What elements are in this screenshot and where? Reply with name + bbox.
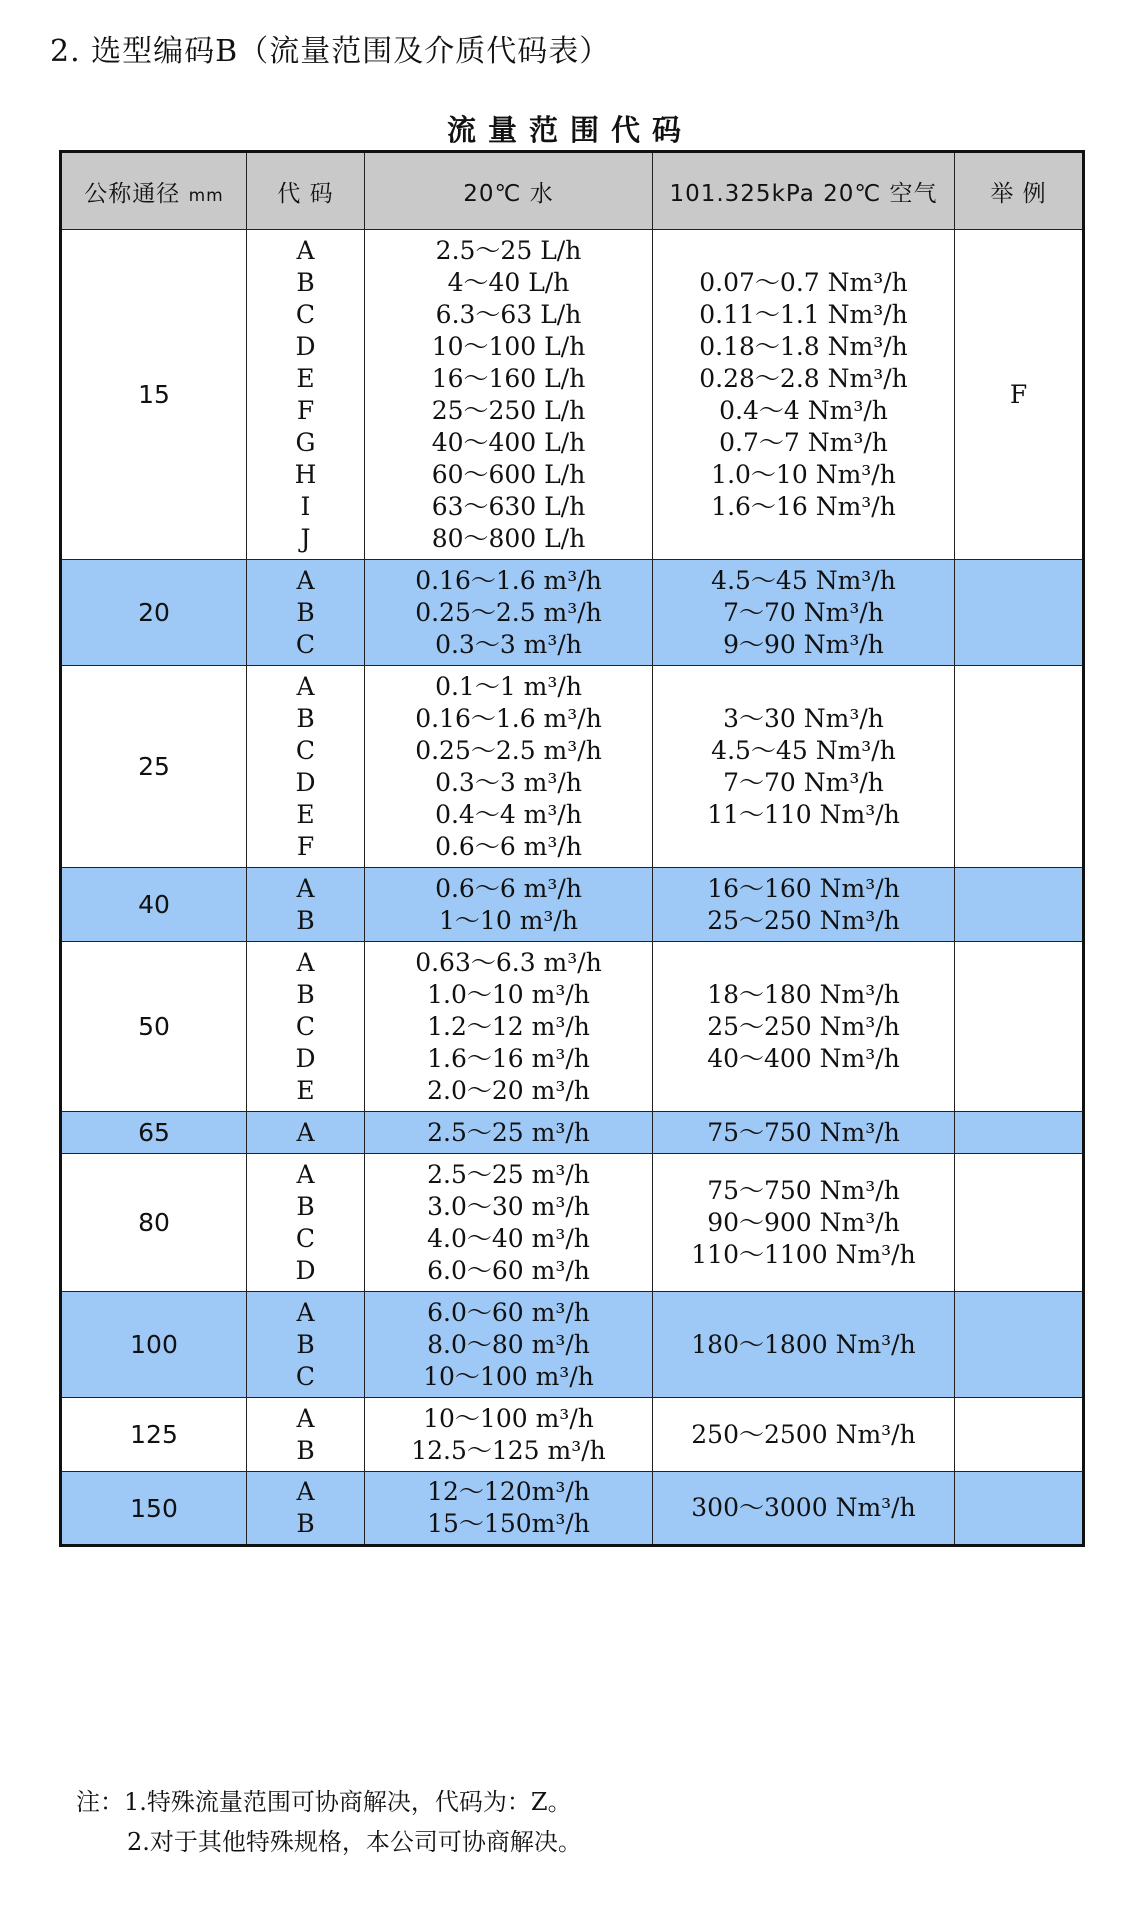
air-range-cell [653, 1154, 955, 1292]
air-range-line: 4.5～45 Nm³/h [711, 735, 896, 765]
code-line: J [300, 523, 311, 553]
code-line: C [295, 299, 316, 329]
water-range-line: 1.2～12 m³/h [427, 1011, 590, 1041]
air-range-cell [653, 1112, 955, 1154]
section-heading: 2. 选型编码B（流量范围及介质代码表） [50, 34, 611, 69]
nominal-dn-cell: 15 [61, 230, 247, 560]
water-range-cell [365, 1112, 653, 1154]
code-cell [247, 1112, 365, 1154]
nominal-dn-cell: 40 [61, 868, 247, 942]
code-cell [247, 1472, 365, 1546]
water-range-line: 10～100 m³/h [423, 1361, 594, 1391]
air-range-line: 11～110 Nm³/h [707, 799, 900, 829]
code-line: E [296, 363, 315, 393]
water-range-line: 0.6～6 m³/h [435, 831, 582, 861]
air-range-line: 0.28～2.8 Nm³/h [699, 363, 908, 393]
code-line: A [296, 1297, 315, 1327]
water-range-line: 63～630 L/h [431, 491, 586, 521]
water-range-line: 60～600 L/h [431, 459, 586, 489]
air-range-line: 25～250 Nm³/h [707, 1011, 900, 1041]
code-line: D [295, 767, 316, 797]
air-range-line: 0.4～4 Nm³/h [719, 395, 888, 425]
water-range-line: 0.16～1.6 m³/h [415, 703, 602, 733]
code-line: A [296, 947, 315, 977]
code-line: H [294, 459, 317, 489]
water-range-line: 1.6～16 m³/h [427, 1043, 590, 1073]
code-line: A [296, 1159, 315, 1189]
water-range-cell [365, 1154, 653, 1292]
water-range-line: 8.0～80 m³/h [427, 1329, 590, 1359]
nominal-dn-cell: 50 [61, 942, 247, 1112]
code-line: B [296, 597, 315, 627]
air-range-line: 0.07～0.7 Nm³/h [699, 267, 908, 297]
code-line: A [296, 671, 315, 701]
code-line: G [295, 427, 316, 457]
water-range-line: 6.0～60 m³/h [427, 1297, 590, 1327]
code-line: B [296, 979, 315, 1009]
code-cell [247, 1398, 365, 1472]
air-range-line: 0.11～1.1 Nm³/h [699, 299, 908, 329]
water-range-cell [365, 230, 653, 560]
example-cell [955, 1472, 1084, 1546]
water-range-line: 0.4～4 m³/h [435, 799, 582, 829]
air-range-line: 90～900 Nm³/h [707, 1207, 900, 1237]
code-cell [247, 942, 365, 1112]
air-range-line: 300～3000 Nm³/h [691, 1493, 916, 1522]
code-line: A [296, 873, 315, 903]
code-cell [247, 1292, 365, 1398]
air-range-line: 40～400 Nm³/h [707, 1043, 900, 1073]
water-range-line: 1～10 m³/h [439, 905, 578, 935]
code-line: B [296, 1435, 315, 1465]
air-range-cell [653, 230, 955, 560]
header-water: 20℃ 水 [365, 152, 653, 230]
air-range-line: 110～1100 Nm³/h [691, 1239, 916, 1269]
code-line: B [296, 703, 315, 733]
air-range-cell [653, 1472, 955, 1546]
nominal-dn-cell: 25 [61, 666, 247, 868]
code-cell [247, 230, 365, 560]
example-cell [955, 1154, 1084, 1292]
water-range-cell [365, 868, 653, 942]
code-line: B [296, 1509, 315, 1538]
water-range-line: 6.3～63 L/h [435, 299, 582, 329]
water-range-line: 4.0～40 m³/h [427, 1223, 590, 1253]
note-2: 2.对于其他特殊规格，本公司可协商解决。 [127, 1828, 582, 1856]
code-line: D [295, 1043, 316, 1073]
nominal-dn-cell: 20 [61, 560, 247, 666]
water-range-line: 0.16～1.6 m³/h [415, 565, 602, 595]
water-range-line: 0.3～3 m³/h [435, 767, 582, 797]
dn-group-row [61, 868, 1084, 942]
water-range-line: 12～120m³/h [427, 1477, 590, 1506]
code-line: B [296, 905, 315, 935]
code-line: B [296, 1329, 315, 1359]
air-range-cell [653, 560, 955, 666]
code-line: C [295, 629, 316, 659]
water-range-line: 25～250 L/h [431, 395, 586, 425]
code-line: A [296, 565, 315, 595]
header-air: 101.325kPa 20℃ 空气 [653, 152, 955, 230]
note-1: 注：1.特殊流量范围可协商解决，代码为：Z。 [76, 1788, 572, 1816]
water-range-line: 2.5～25 m³/h [427, 1159, 590, 1189]
code-line: I [300, 491, 311, 521]
water-range-line: 0.25～2.5 m³/h [415, 735, 602, 765]
dn-group-row [61, 1112, 1084, 1154]
code-line: E [296, 1075, 315, 1105]
air-range-cell [653, 666, 955, 868]
air-range-line: 4.5～45 Nm³/h [711, 565, 896, 595]
dn-group-row [61, 1472, 1084, 1546]
water-range-line: 10～100 m³/h [423, 1403, 594, 1433]
air-range-line: 75～750 Nm³/h [707, 1175, 900, 1205]
code-cell [247, 1154, 365, 1292]
code-line: F [296, 395, 315, 425]
code-line: C [295, 1223, 316, 1253]
water-range-cell [365, 1292, 653, 1398]
nominal-dn-cell: 150 [61, 1472, 247, 1546]
dn-group-row [61, 230, 1084, 560]
water-range-line: 6.0～60 m³/h [427, 1255, 590, 1285]
water-range-cell [365, 942, 653, 1112]
code-line: A [296, 1477, 315, 1506]
air-range-line: 25～250 Nm³/h [707, 905, 900, 935]
code-line: E [296, 799, 315, 829]
air-range-cell [653, 942, 955, 1112]
water-range-line: 0.1～1 m³/h [435, 671, 582, 701]
dn-group-row [61, 1154, 1084, 1292]
code-line: D [295, 331, 316, 361]
code-line: D [295, 1255, 316, 1285]
example-cell [955, 1112, 1084, 1154]
header-code: 代 码 [247, 152, 365, 230]
code-line: A [296, 1117, 315, 1147]
notes [76, 1782, 582, 1862]
example-cell [955, 942, 1084, 1112]
air-range-line: 16～160 Nm³/h [707, 873, 900, 903]
water-range-cell [365, 1398, 653, 1472]
code-line: C [295, 1361, 316, 1391]
code-cell [247, 868, 365, 942]
example-cell [955, 1292, 1084, 1398]
code-line: C [295, 1011, 316, 1041]
nominal-dn-cell: 80 [61, 1154, 247, 1292]
flow-range-table [59, 150, 1085, 1547]
water-range-cell [365, 560, 653, 666]
air-range-line: 9～90 Nm³/h [723, 629, 884, 659]
air-range-line: 0.7～7 Nm³/h [719, 427, 888, 457]
air-range-line: 1.0～10 Nm³/h [711, 459, 896, 489]
code-line: A [296, 1403, 315, 1433]
water-range-line: 1.0～10 m³/h [427, 979, 590, 1009]
code-line: B [296, 1191, 315, 1221]
table-header-row [61, 152, 1084, 230]
air-range-line: 75～750 Nm³/h [707, 1117, 900, 1147]
dn-group-row [61, 1398, 1084, 1472]
nominal-dn-cell: 125 [61, 1398, 247, 1472]
air-range-line: 0.18～1.8 Nm³/h [699, 331, 908, 361]
code-line: C [295, 735, 316, 765]
water-range-line: 2.5～25 L/h [435, 235, 582, 265]
code-line: B [296, 267, 315, 297]
air-range-line: 3～30 Nm³/h [723, 703, 884, 733]
water-range-line: 3.0～30 m³/h [427, 1191, 590, 1221]
water-range-line: 0.6～6 m³/h [435, 873, 582, 903]
nominal-dn-cell: 65 [61, 1112, 247, 1154]
example-cell [955, 1398, 1084, 1472]
code-cell [247, 666, 365, 868]
water-range-line: 2.0～20 m³/h [427, 1075, 590, 1105]
example-cell: F [955, 230, 1084, 560]
header-nominal-dn: 公称通径 mm [61, 152, 247, 230]
air-range-line: 18～180 Nm³/h [707, 979, 900, 1009]
code-line: A [296, 235, 315, 265]
dn-group-row [61, 1292, 1084, 1398]
water-range-line: 2.5～25 m³/h [427, 1117, 590, 1147]
water-range-line: 12.5～125 m³/h [411, 1435, 606, 1465]
code-cell [247, 560, 365, 666]
air-range-line: 7～70 Nm³/h [723, 597, 884, 627]
air-range-line: 250～2500 Nm³/h [691, 1419, 916, 1449]
water-range-line: 80～800 L/h [431, 523, 586, 553]
air-range-cell [653, 868, 955, 942]
water-range-line: 0.63～6.3 m³/h [415, 947, 602, 977]
example-cell [955, 666, 1084, 868]
water-range-cell [365, 1472, 653, 1546]
code-line: F [296, 831, 315, 861]
water-range-line: 0.25～2.5 m³/h [415, 597, 602, 627]
water-range-line: 4～40 L/h [447, 267, 570, 297]
water-range-line: 0.3～3 m³/h [435, 629, 582, 659]
water-range-line: 10～100 L/h [431, 331, 586, 361]
air-range-cell [653, 1398, 955, 1472]
dn-group-row [61, 666, 1084, 868]
nominal-dn-cell: 100 [61, 1292, 247, 1398]
air-range-line: 7～70 Nm³/h [723, 767, 884, 797]
air-range-cell [653, 1292, 955, 1398]
air-range-line: 180～1800 Nm³/h [691, 1329, 916, 1359]
example-cell [955, 868, 1084, 942]
water-range-cell [365, 666, 653, 868]
header-example: 举 例 [955, 152, 1084, 230]
dn-group-row [61, 560, 1084, 666]
table-title: 流量范围代码 [446, 113, 693, 147]
air-range-line: 1.6～16 Nm³/h [711, 491, 896, 521]
water-range-line: 40～400 L/h [431, 427, 586, 457]
dn-group-row [61, 942, 1084, 1112]
water-range-line: 15～150m³/h [427, 1509, 590, 1538]
example-cell [955, 560, 1084, 666]
water-range-line: 16～160 L/h [431, 363, 586, 393]
